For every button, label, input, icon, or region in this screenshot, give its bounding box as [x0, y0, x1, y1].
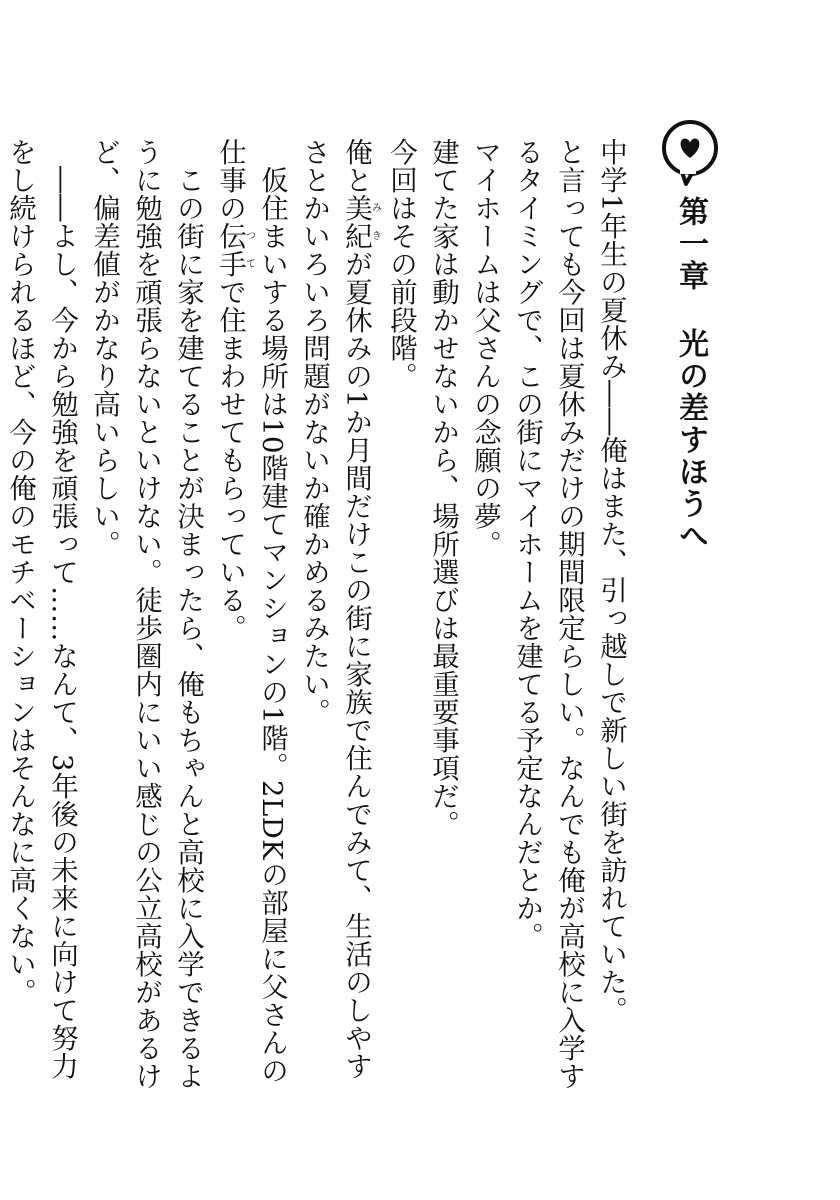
chapter-title: 光の差すほうへ: [673, 328, 708, 552]
ruby-tsute-reading: つて: [243, 222, 255, 278]
paragraph-5-after: が夏休みの1か月間だけこの街に家族で住んでみて、生活のしやすさとかいろいろ問題がないか確かめるみたい。: [298, 138, 372, 1080]
paragraph-7-text: この街に家を建てることが決まったら、俺もちゃんと高校に入学できるように勉強を頑張らないといけない。徒歩圏内にいい感じの公立高校があるけど、偏差値がかなり高いらしい。: [88, 138, 204, 1090]
paragraph-4: [380, 138, 422, 1098]
paragraph-8-text: ――よし、今から勉強を頑張って……なんて、3年後の未来に向けて努力をし続けられるほど、今の俺のモチベーションはそんなに高くない。: [4, 138, 78, 1080]
paragraph-6-before: 仮住まいする場所は10階建てマンションの1階。2LDKの部屋に父さんの仕事の: [214, 138, 288, 1084]
ruby-tsute: [214, 222, 255, 278]
ruby-miki: [340, 194, 381, 250]
paragraph-7: [83, 138, 209, 1098]
chapter-heart-icon: [660, 118, 720, 188]
paragraph-8: [0, 138, 83, 1098]
body-text: [4, 138, 632, 1098]
chapter-heading: [668, 196, 712, 616]
paragraph-1-line-b: と言っても今回は夏休みだけの期間限定らしい。なんでも俺が高校に入学するタイミングで、この街にマイホームを建てる予定なんだとか。: [511, 138, 585, 1090]
paragraph-6: [209, 138, 293, 1098]
paragraph-4-text: 今回はその前段階。: [385, 138, 417, 390]
paragraph-3-text: 建てた家は動かせないから、場所選びは最重要事項だ。: [427, 138, 459, 838]
paragraph-5-before: 俺と: [340, 138, 372, 194]
ruby-miki-base: 美紀: [340, 194, 372, 250]
paragraph-5: [293, 138, 380, 1098]
ruby-tsute-base: 伝手: [214, 222, 246, 278]
paragraph-2: [464, 138, 506, 1098]
paragraph-3: [422, 138, 464, 1098]
paragraph-6-after: で住まわせてもらっている。: [214, 278, 246, 642]
paragraph-1-line-a: 中学1年生の夏休み――俺はまた、引っ越しで新しい街を訪れていた。: [595, 138, 627, 1024]
paragraph-1b: [506, 138, 590, 1098]
paragraph-1: [590, 138, 632, 1098]
paragraph-2-text: マイホームは父さんの念願の夢。: [469, 138, 501, 558]
chapter-number: 第一章: [673, 196, 708, 292]
ruby-miki-reading: みき: [369, 194, 381, 250]
